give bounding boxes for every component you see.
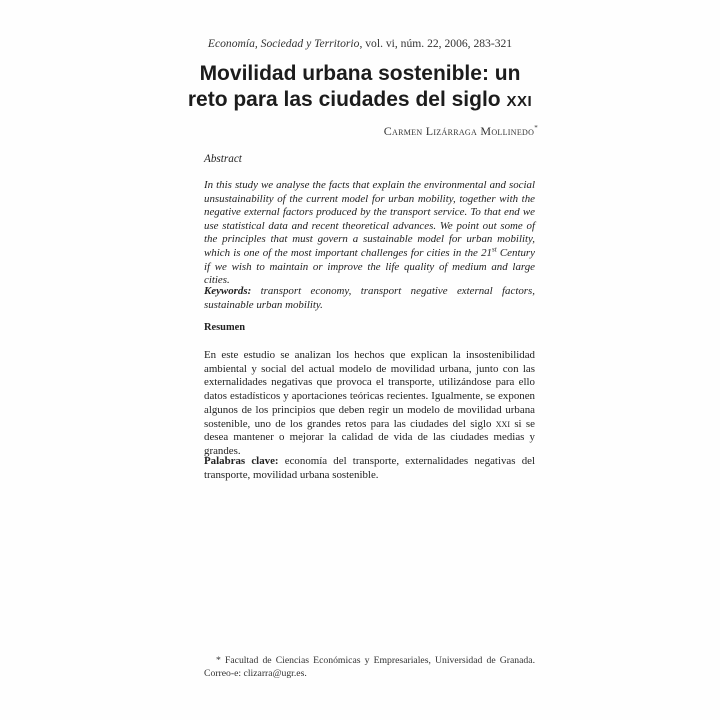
article-title: [0, 61, 720, 115]
abstract-text-2: Century if we wish to maintain or improve the life quality of medium and large cities.: [204, 246, 536, 287]
footnote-text: * Facultad de Ciencias Económicas y Empresariales, Universidad de Granada. Correo-e: clizarra@ugr.es.: [204, 655, 535, 679]
running-head: [0, 37, 720, 50]
abstract-keywords: [204, 285, 535, 312]
journal-name: Economía, Sociedad y Territorio: [207, 37, 360, 50]
title-line-1: Movilidad urbana sostenible: un: [199, 62, 521, 85]
resumen-century: xxi: [495, 417, 510, 430]
resumen-text-2: si se desea mantener o mejorar la calidad de vida de las ciudades medias y grandes.: [204, 417, 535, 457]
resumen-heading: Resumen: [204, 322, 245, 333]
title-century: XXI: [506, 93, 533, 110]
palabras-clave-text: economía del transporte, externalidades negativas del transporte, movilidad urbana sostenible.: [204, 455, 535, 481]
palabras-clave-label: Palabras clave:: [204, 455, 279, 467]
keywords-label: Keywords:: [204, 285, 252, 297]
abstract-text-1: In this study we analyse the facts that explain the environmental and social unsustainability of the current model for urban mobility, together with the negative external factors produced by the transport service. To that end we use statistical data and recent theoretical advances. We point out some of the principles that must govern a sustainable model for urban mobility, which is one of the most important challenges for cities in the 21: [204, 179, 535, 259]
author-footnote: [204, 654, 535, 680]
title-line-2: [0, 87, 720, 115]
author-footnote-mark: *: [534, 124, 538, 132]
title-line-2-text: reto para las ciudades del siglo: [187, 88, 507, 111]
keywords-text: transport economy, transport negative external factors, sustainable urban mobility.: [204, 285, 535, 311]
resumen-body: [204, 349, 535, 459]
author-name: [384, 124, 538, 139]
resumen-text-1: En este estudio se analizan los hechos que explican la insostenibilidad ambiental y social del actual modelo de movilidad urbana, junto con las externalidades negativas que provoca el transporte, utilizándose para ello datos estadísticos y aportaciones teóricas recientes. Igualmente, se exponen algunos de los principios que deben regir un modelo de movilidad urbana sostenible, uno de los grandes retos para las ciudades del siglo: [204, 349, 535, 430]
abstract-superscript: st: [492, 245, 497, 254]
author-text: Carmen Lizárraga Mollinedo: [383, 124, 535, 138]
resumen-keywords: [204, 455, 535, 482]
abstract-body: [204, 179, 535, 288]
abstract-heading: Abstract: [204, 153, 242, 165]
journal-details: , vol. vi, núm. 22, 2006, 283-321: [359, 37, 513, 50]
